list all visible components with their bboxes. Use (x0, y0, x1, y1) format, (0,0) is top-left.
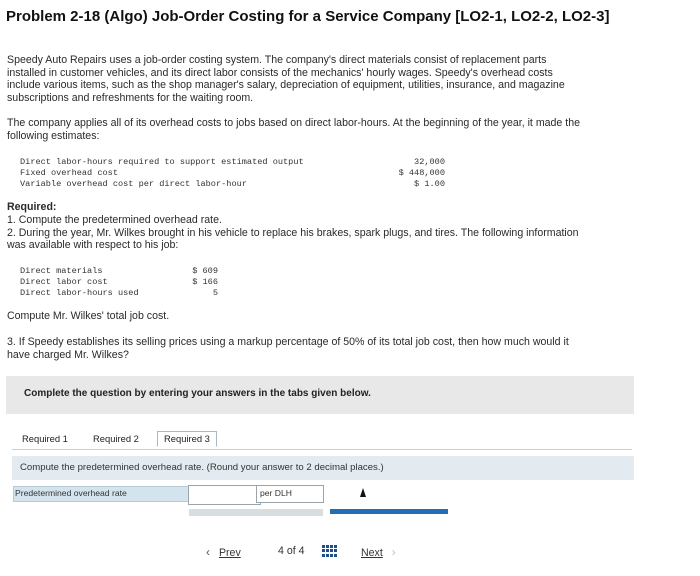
chevron-left-icon: ‹ (206, 545, 210, 559)
job-value: $ 166 (192, 277, 218, 287)
question-3-line: have charged Mr. Wilkes? (7, 348, 129, 361)
required-line: 2. During the year, Mr. Wilkes brought in his vehicle to replace his brakes, spark plugs, and tires. The following information (7, 226, 579, 239)
grid-icon[interactable] (322, 545, 336, 557)
estimate-label: Fixed overhead cost (20, 168, 118, 178)
required-list (7, 214, 579, 252)
estimate-value: $ 1.00 (414, 179, 445, 189)
next-button[interactable] (361, 545, 396, 559)
tab-required-1[interactable]: Required 1 (22, 433, 68, 444)
intro-line: Speedy Auto Repairs uses a job-order costing system. The company's direct materials consist of replacement parts (7, 54, 547, 66)
progress-bar (330, 509, 448, 514)
question-3-line: 3. If Speedy establishes its selling prices using a markup percentage of 50% of its total job cost, then how much would it (7, 336, 569, 348)
answer-label: Predetermined overhead rate (15, 488, 127, 498)
table-row (20, 266, 218, 277)
tab-required-3[interactable]: Required 3 (157, 431, 217, 447)
job-info-table (20, 266, 218, 299)
table-row (20, 179, 448, 190)
question-bar (12, 456, 634, 480)
applies-paragraph (7, 117, 580, 142)
banner-text: Complete the question by entering your answers in the tabs given below. (24, 388, 371, 399)
page-title: Problem 2-18 (Algo) Job-Order Costing for a Service Company [LO2-1, LO2-2, LO2-3] (6, 8, 610, 25)
question-3 (7, 336, 569, 361)
chevron-right-icon: › (391, 545, 396, 559)
required-heading: Required: (7, 201, 57, 213)
applies-line: following estimates: (7, 129, 100, 142)
job-value: 5 (212, 288, 218, 298)
unit-cell (256, 485, 324, 503)
intro-line: installed in customer vehicles, and its direct labor consists of the mechanics' hourly wages. Speedy's overhead costs (7, 66, 553, 79)
instruction-banner (6, 376, 634, 414)
job-label: Direct labor-hours used (20, 288, 139, 298)
answer-row-label (13, 486, 189, 502)
estimate-label: Variable overhead cost per direct labor-hour (20, 179, 247, 189)
mouse-cursor-icon (360, 488, 366, 497)
table-row (20, 168, 448, 179)
tab-required-2[interactable]: Required 2 (93, 433, 139, 444)
table-row (20, 277, 218, 288)
estimate-value: 32,000 (414, 157, 445, 167)
job-value: $ 609 (192, 266, 218, 276)
intro-paragraph (7, 54, 565, 104)
required-line: 1. Compute the predetermined overhead rate. (7, 214, 222, 226)
tab-divider (12, 449, 632, 450)
intro-line: include various items, such as the shop manager's salary, depreciation of equipment, utilities, insurance, and magazine (7, 79, 565, 91)
page-indicator: 4 of 4 (278, 545, 305, 557)
unit-label: per DLH (260, 488, 292, 498)
intro-line: subscriptions and refreshments for the waiting room. (7, 91, 254, 104)
estimate-label: Direct labor-hours required to support estimated output (20, 157, 304, 167)
job-label: Direct labor cost (20, 277, 108, 287)
job-label: Direct materials (20, 266, 103, 276)
estimates-table (20, 157, 448, 190)
next-label: Next (361, 547, 383, 559)
compute-text: Compute Mr. Wilkes' total job cost. (7, 310, 170, 322)
applies-line: The company applies all of its overhead costs to jobs based on direct labor-hours. At the beginning of the year, it made the (7, 117, 580, 129)
prev-button[interactable] (206, 545, 241, 559)
total-row-bar (189, 509, 323, 516)
required-line: was available with respect to his job: (7, 239, 179, 251)
question-text: Compute the predetermined overhead rate. (Round your answer to 2 decimal places.) (20, 462, 384, 473)
table-row (20, 157, 448, 168)
table-row (20, 288, 218, 299)
predetermined-rate-input[interactable] (188, 485, 261, 505)
estimate-value: $ 448,000 (398, 168, 445, 178)
prev-label: Prev (218, 547, 241, 559)
